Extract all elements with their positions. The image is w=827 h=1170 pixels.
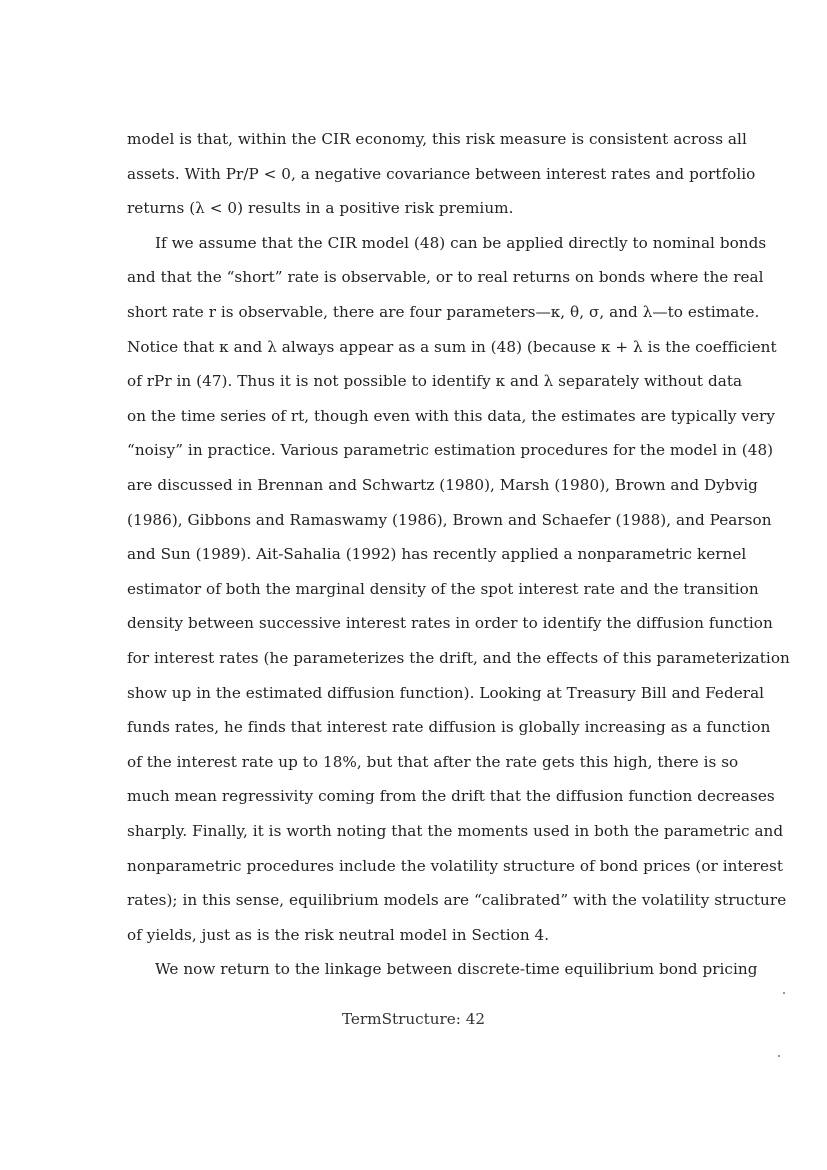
scan-speck: [778, 1055, 780, 1057]
text-line: for interest rates (he parameterizes the drift, and the effects of this parameterization: [127, 649, 790, 667]
text-line: model is that, within the CIR economy, this risk measure is consistent across all: [127, 130, 747, 148]
scan-speck: [783, 992, 785, 994]
text-line: We now return to the linkage between discrete-time equilibrium bond pricing: [155, 960, 758, 979]
text-line: Notice that κ and λ always appear as a sum in (48) (because κ + λ is the coefficient: [127, 337, 777, 356]
text-line: sharply. Finally, it is worth noting that the moments used in both the parametric and: [127, 822, 784, 840]
text-line: of yields, just as is the risk neutral model in Section 4.: [127, 925, 550, 944]
text-line: of the interest rate up to 18%, but that after the rate gets this high, there is so: [127, 752, 739, 771]
text-line: show up in the estimated diffusion function). Looking at Treasury Bill and Federal: [127, 683, 765, 702]
text-line: much mean regressivity coming from the drift that the diffusion function decreases: [127, 787, 775, 806]
text-line: of rPr in (47). Thus it is not possible to identify κ and λ separately without data: [127, 372, 743, 391]
text-line: and Sun (1989). Ait-Sahalia (1992) has recently applied a nonparametric kernel: [127, 545, 747, 564]
text-line: nonparametric procedures include the volatility structure of bond prices (or interest: [127, 856, 784, 875]
text-line: returns (λ < 0) results in a positive risk premium.: [127, 199, 514, 218]
text-line: (1986), Gibbons and Ramaswamy (1986), Brown and Schaefer (1988), and Pearson: [127, 510, 772, 529]
text-line: and that the “short” rate is observable, or to real returns on bonds where the real: [127, 268, 764, 287]
text-line: short rate r is observable, there are four parameters—κ, θ, σ, and λ—to estimate.: [127, 303, 760, 321]
text-line: rates); in this sense, equilibrium models are “calibrated” with the volatility structure: [127, 891, 787, 910]
page-footer: TermStructure: 42: [341, 1010, 486, 1028]
text-line: funds rates, he finds that interest rate diffusion is globally increasing as a function: [127, 718, 771, 737]
text-line: are discussed in Brennan and Schwartz (1980), Marsh (1980), Brown and Dybvig: [127, 476, 758, 494]
text-line: “noisy” in practice. Various parametric estimation procedures for the model in (48): [127, 441, 774, 460]
text-line: estimator of both the marginal density of the spot interest rate and the transition: [127, 579, 759, 598]
text-line: If we assume that the CIR model (48) can be applied directly to nominal bonds: [155, 233, 767, 252]
text-line: assets. With Pr/P < 0, a negative covariance between interest rates and portfolio: [127, 164, 756, 183]
text-line: on the time series of rt, though even with this data, the estimates are typically very: [127, 406, 775, 425]
text-line: density between successive interest rates in order to identify the diffusion function: [127, 614, 773, 633]
